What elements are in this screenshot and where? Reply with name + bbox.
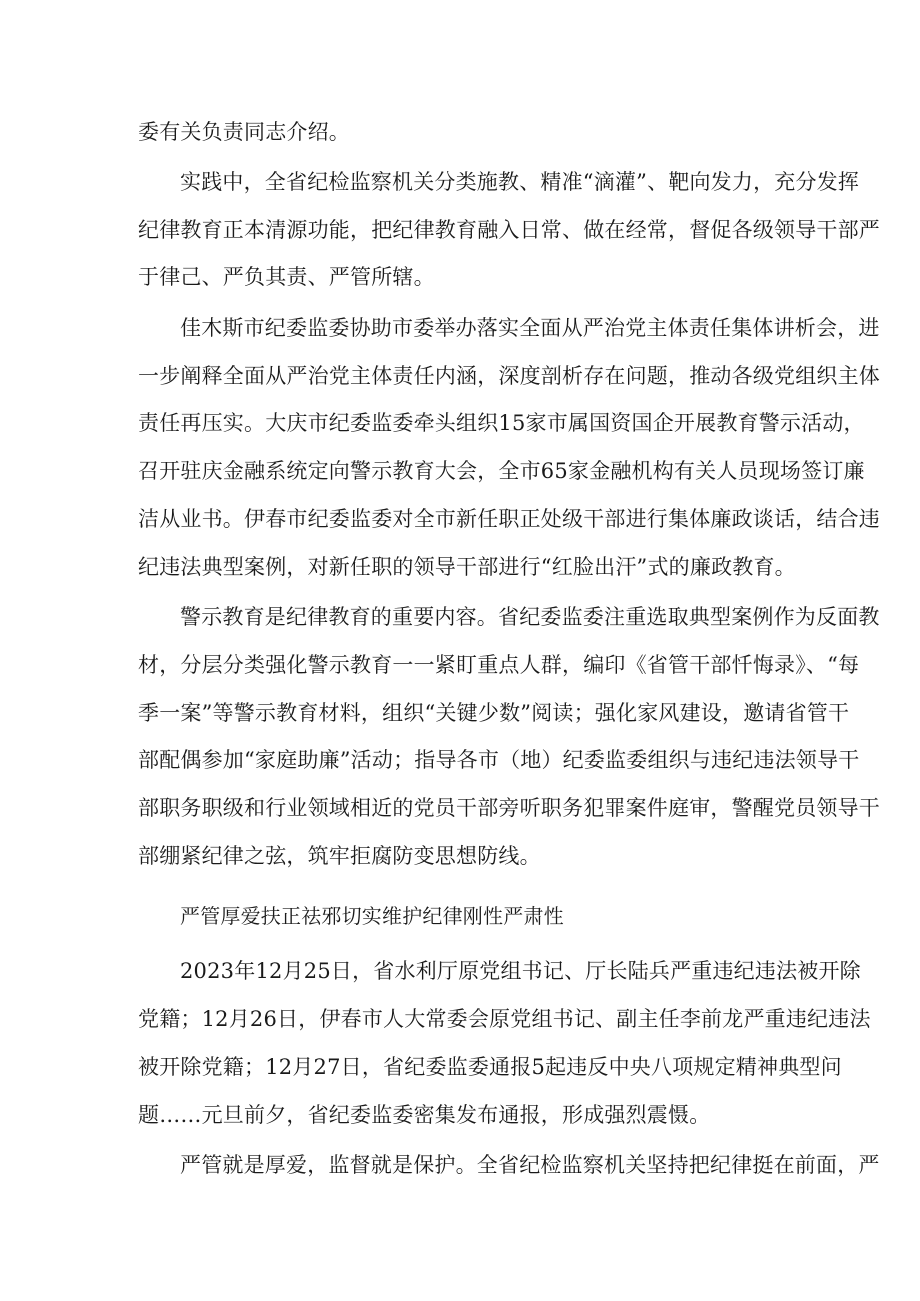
paragraph-line: 纪违法典型案例，对新任职的领导干部进行“红脸出汗”式的廉政教育。 — [138, 555, 796, 579]
paragraph-line: 严管就是厚爱，监督就是保护。全省纪检监察机关坚持把纪律挺在前面，严 — [180, 1153, 880, 1177]
paragraph-line: 洁从业书。伊春市纪委监委对全市新任职正处级干部进行集体廉政谈话，结合违 — [138, 507, 880, 531]
paragraph-line: 党籍；12月26日，伊春市人大常委会原党组书记、副主任李前龙严重违纪违法 — [138, 1007, 871, 1031]
paragraph-line: 部配偶参加“家庭助廉”活动；指导各市（地）纪委监委组织与违纪违法领导干 — [138, 748, 860, 772]
paragraph-line: 警示教育是纪律教育的重要内容。省纪委监委注重选取典型案例作为反面教 — [180, 605, 880, 629]
paragraph-line: 于律己、严负其责、严管所辖。 — [138, 265, 435, 289]
paragraph-line: 纪律教育正本清源功能，把纪律教育融入日常、做在经常，督促各级领导干部严 — [138, 218, 880, 242]
paragraph-line: 2023年12月25日，省水利厅原党组书记、厅长陆兵严重违纪违法被开除 — [180, 959, 861, 983]
paragraph-line: 委有关负责同志介绍。 — [138, 120, 350, 144]
paragraph-line: 题……元旦前夕，省纪委监委密集发布通报，形成强烈震慑。 — [138, 1103, 711, 1127]
paragraph-line: 被开除党籍；12月27日，省纪委监委通报5起违反中央八项规定精神典型问 — [138, 1055, 842, 1079]
section-heading: 严管厚爱扶正祛邪切实维护纪律刚性严肃性 — [180, 904, 564, 928]
paragraph-line: 部绷紧纪律之弦，筑牢拒腐防变思想防线。 — [138, 844, 541, 868]
paragraph-line: 召开驻庆金融系统定向警示教育大会，全市65家金融机构有关人员现场签订廉 — [138, 459, 865, 483]
paragraph-line: 材，分层分类强化警示教育一一紧盯重点人群，编印《省管干部忏悔录》、“每 — [138, 653, 860, 677]
paragraph-line: 佳木斯市纪委监委协助市委举办落实全面从严治党主体责任集体讲析会，进 — [180, 316, 880, 340]
paragraph-line: 实践中，全省纪检监察机关分类施教、精准“滴灌”、靶向发力，充分发挥 — [180, 170, 860, 194]
paragraph-line: 季一案”等警示教育材料，组织“关键少数”阅读；强化家风建设，邀请省管干 — [138, 701, 850, 725]
paragraph-line: 一步阐释全面从严治党主体责任内涵，深度剖析存在问题，推动各级党组织主体 — [138, 364, 880, 388]
paragraph-line: 部职务职级和行业领域相近的党员干部旁听职务犯罪案件庭审，警醒党员领导干 — [138, 796, 880, 820]
paragraph-line: 责任再压实。大庆市纪委监委牵头组织15家市属国资国企开展教育警示活动， — [138, 411, 865, 435]
